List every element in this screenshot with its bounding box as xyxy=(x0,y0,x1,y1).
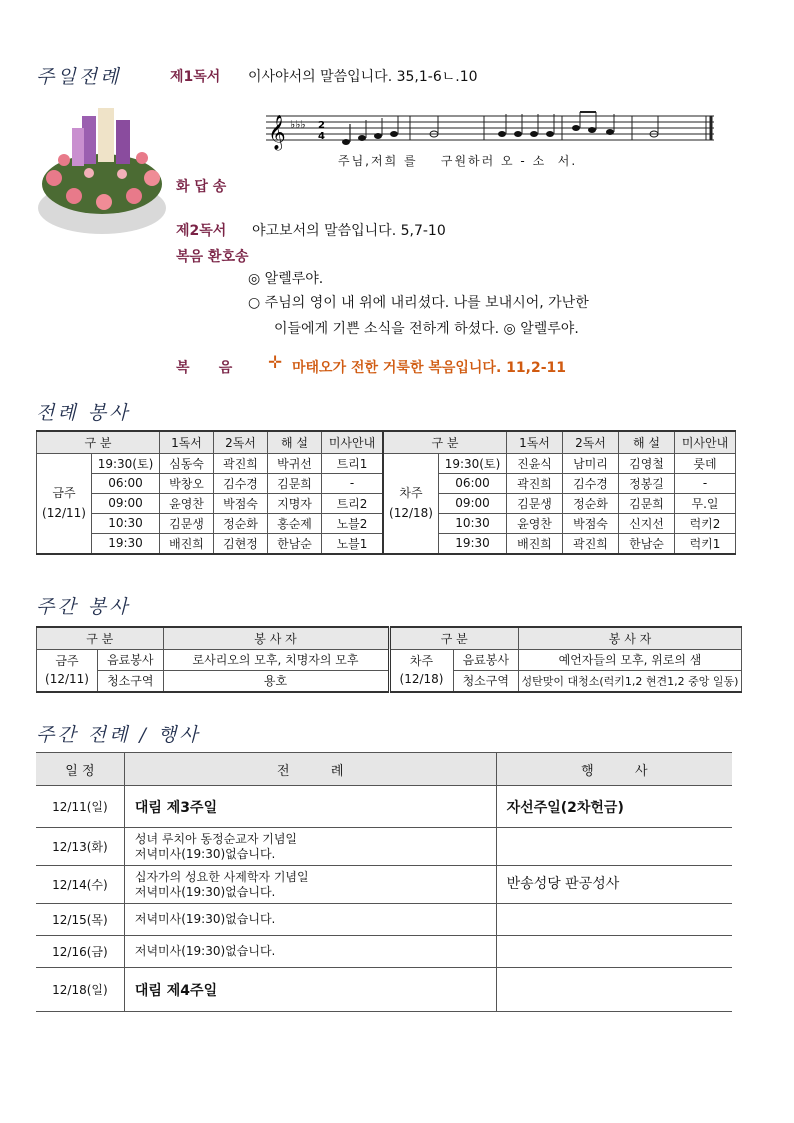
cell: 음료봉사 xyxy=(98,649,164,670)
col-header: 구 분 xyxy=(389,627,519,649)
liturgy-cell: 저녁미사(19:30)없습니다. xyxy=(124,936,496,968)
cell: 정봉길 xyxy=(619,473,675,493)
table-row xyxy=(36,828,732,866)
cell: 남미리 xyxy=(563,453,619,473)
cell: 박점숙 xyxy=(563,513,619,533)
cell: 심동숙 xyxy=(160,453,214,473)
col-header: 미사안내 xyxy=(322,431,384,453)
reading1-label: 제1독서 xyxy=(170,69,221,85)
cell: 룻데 xyxy=(675,453,736,473)
col-header: 1독서 xyxy=(507,431,563,453)
cell: 로사리오의 모후, 치명자의 모후 xyxy=(163,649,389,670)
col-header: 봉 사 자 xyxy=(519,627,742,649)
next-week-cell: 차주 (12/18) xyxy=(389,649,453,692)
time-cell: 06:00 xyxy=(439,473,507,493)
svg-text:4: 4 xyxy=(318,131,325,142)
cell: 정순화 xyxy=(214,513,268,533)
col-header: 해 설 xyxy=(268,431,322,453)
cell: 박창오 xyxy=(160,473,214,493)
cell: 진윤식 xyxy=(507,453,563,473)
cell: 한남순 xyxy=(268,533,322,554)
table-row xyxy=(37,649,742,670)
col-header: 행 사 xyxy=(496,753,732,786)
table-row xyxy=(36,866,732,904)
gospel-cross-icon: ✛ xyxy=(268,353,283,373)
cell: 김문희 xyxy=(619,493,675,513)
acclamation-line-1: ◎ 알렐루야. xyxy=(248,271,324,287)
date-cell: 12/18(일) xyxy=(36,968,124,1012)
liturgy-cell: 대림 제3주일 xyxy=(124,786,496,828)
col-header: 구 분 xyxy=(37,627,164,649)
col-header: 2독서 xyxy=(563,431,619,453)
table-row xyxy=(37,453,736,473)
col-header: 미사안내 xyxy=(675,431,736,453)
time-cell: 19:30 xyxy=(92,533,160,554)
cell: 김문생 xyxy=(160,513,214,533)
liturgy-cell: 저녁미사(19:30)없습니다. xyxy=(124,904,496,936)
cell: 김수경 xyxy=(214,473,268,493)
cell: 김문생 xyxy=(507,493,563,513)
liturgy-cell: 십자가의 성요한 사제학자 기념일 저녁미사(19:30)없습니다. xyxy=(124,866,496,904)
cell: 김수경 xyxy=(563,473,619,493)
weekly-events-title: 주간 전례 / 행사 xyxy=(36,724,201,746)
cell: 트리1 xyxy=(322,453,384,473)
event-cell xyxy=(496,968,732,1012)
cell: 박귀선 xyxy=(268,453,322,473)
event-cell xyxy=(496,904,732,936)
date-cell: 12/11(일) xyxy=(36,786,124,828)
col-header: 구 분 xyxy=(383,431,507,453)
acclamation-line-2: ○ 주님의 영이 내 위에 내리셨다. 나를 보내시어, 가난한 xyxy=(248,295,589,311)
liturgy-service-table xyxy=(36,430,736,555)
cell: - xyxy=(675,473,736,493)
psalm-label: 화 답 송 xyxy=(176,179,227,195)
date-cell: 12/15(목) xyxy=(36,904,124,936)
cell: 김영철 xyxy=(619,453,675,473)
time-cell: 10:30 xyxy=(439,513,507,533)
event-cell: 반송성당 판공성사 xyxy=(496,866,732,904)
sunday-liturgy-title: 주일전례 xyxy=(36,66,122,88)
cell: 럭키1 xyxy=(675,533,736,554)
cell: 예언자들의 모후, 위로의 샘 xyxy=(519,649,742,670)
cell: 홍순제 xyxy=(268,513,322,533)
liturgy-cell: 성녀 루치아 동정순교자 기념일 저녁미사(19:30)없습니다. xyxy=(124,828,496,866)
col-header: 2독서 xyxy=(214,431,268,453)
cell: 정순화 xyxy=(563,493,619,513)
acclamation-label: 복음 환호송 xyxy=(176,249,249,265)
col-header: 1독서 xyxy=(160,431,214,453)
svg-text:♭♭♭: ♭♭♭ xyxy=(290,118,306,131)
cell: 신지선 xyxy=(619,513,675,533)
time-cell: 19:30(토) xyxy=(439,453,507,473)
event-cell: 자선주일(2차헌금) xyxy=(496,786,732,828)
cell: 청소구역 xyxy=(453,670,519,692)
cell: 곽진희 xyxy=(563,533,619,554)
time-cell: 09:00 xyxy=(439,493,507,513)
event-cell xyxy=(496,828,732,866)
svg-text:𝄞: 𝄞 xyxy=(268,115,286,150)
col-header: 일 정 xyxy=(36,753,124,786)
col-header: 해 설 xyxy=(619,431,675,453)
cell: 트리2 xyxy=(322,493,384,513)
cell: 배진희 xyxy=(507,533,563,554)
reading2-label: 제2독서 xyxy=(176,223,227,239)
cell: 노블1 xyxy=(322,533,384,554)
cell: 김문희 xyxy=(268,473,322,493)
gospel-label: 복 음 xyxy=(176,360,233,376)
liturgy-service-title: 전례 봉사 xyxy=(36,402,131,424)
svg-text:2: 2 xyxy=(318,120,325,131)
next-week-cell: 차주 (12/18) xyxy=(383,453,439,554)
table-row xyxy=(36,786,732,828)
weekly-service-table xyxy=(36,626,742,693)
col-header: 전 례 xyxy=(124,753,496,786)
table-row xyxy=(36,904,732,936)
cell: 한남순 xyxy=(619,533,675,554)
table-row xyxy=(36,936,732,968)
time-cell: 19:30(토) xyxy=(92,453,160,473)
date-cell: 12/14(수) xyxy=(36,866,124,904)
cell: 용호 xyxy=(163,670,389,692)
time-cell: 09:00 xyxy=(92,493,160,513)
reading1-text: 이사야서의 말씀입니다. 35,1-6ㄴ.10 xyxy=(248,69,478,85)
reading2-text: 야고보서의 말씀입니다. 5,7-10 xyxy=(252,223,446,239)
cell: 음료봉사 xyxy=(453,649,519,670)
cell: 지명자 xyxy=(268,493,322,513)
cell: 윤영찬 xyxy=(507,513,563,533)
cell: 윤영찬 xyxy=(160,493,214,513)
col-header: 봉 사 자 xyxy=(163,627,389,649)
gospel-text: 마태오가 전한 거룩한 복음입니다. 11,2-11 xyxy=(292,360,566,376)
cell: 청소구역 xyxy=(98,670,164,692)
weekly-service-title: 주간 봉사 xyxy=(36,596,131,618)
this-week-cell: 금주 (12/11) xyxy=(37,649,98,692)
cell: - xyxy=(322,473,384,493)
cell: 곽진희 xyxy=(214,453,268,473)
time-cell: 19:30 xyxy=(439,533,507,554)
liturgy-cell: 대림 제4주일 xyxy=(124,968,496,1012)
table-row xyxy=(36,968,732,1012)
cell: 노블2 xyxy=(322,513,384,533)
weekly-events-table xyxy=(36,752,732,1012)
this-week-cell: 금주 (12/11) xyxy=(37,453,92,554)
event-cell xyxy=(496,936,732,968)
cell: 김현정 xyxy=(214,533,268,554)
date-cell: 12/13(화) xyxy=(36,828,124,866)
cell: 성탄맞이 대청소(럭키1,2 현견1,2 중앙 일동) xyxy=(519,670,742,692)
header-row xyxy=(37,627,742,649)
cell: 무.일 xyxy=(675,493,736,513)
acclamation-line-3: 이들에게 기쁜 소식을 전하게 하셨다. ◎ 알렐루야. xyxy=(274,321,579,337)
header-row xyxy=(36,753,732,786)
psalm-lyrics: 주님,저희 를 구원하러 오 - 소 서. xyxy=(338,154,578,168)
psalm-music-staff xyxy=(262,108,722,178)
cell: 박점숙 xyxy=(214,493,268,513)
cell: 배진희 xyxy=(160,533,214,554)
cell: 럭키2 xyxy=(675,513,736,533)
col-header: 구 분 xyxy=(37,431,160,453)
cell: 곽진희 xyxy=(507,473,563,493)
time-cell: 06:00 xyxy=(92,473,160,493)
date-cell: 12/16(금) xyxy=(36,936,124,968)
time-cell: 10:30 xyxy=(92,513,160,533)
advent-wreath-image xyxy=(34,98,170,238)
